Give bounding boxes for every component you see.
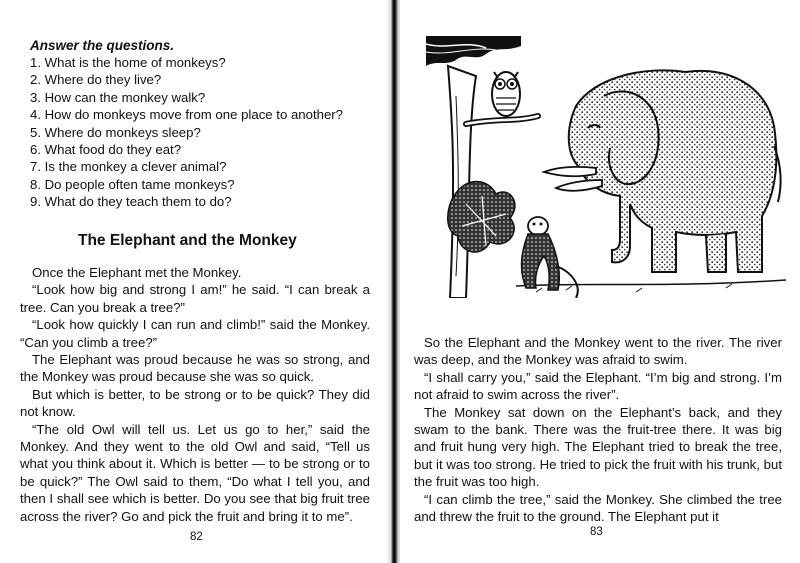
- question-item: 5. Where do monkeys sleep?: [30, 124, 201, 140]
- left-page: [0, 0, 388, 563]
- question-item: 7. Is the monkey a clever animal?: [30, 159, 227, 175]
- story-title: The Elephant and the Monkey: [78, 232, 297, 249]
- question-item: 2. Where do they live?: [30, 72, 162, 88]
- story-paragraph: Once the Elephant met the Monkey.: [32, 265, 242, 280]
- story-text-left: [20, 264, 370, 525]
- question-item: 8. Do people often tame monkeys?: [30, 176, 235, 192]
- question-item: 3. How can the monkey walk?: [30, 89, 206, 105]
- owl-icon: [492, 72, 520, 116]
- page-number: 82: [190, 531, 203, 543]
- questions-list: [30, 54, 343, 211]
- story-paragraph: The Monkey sat down on the Elephant’s back, and they swam to the bank. There was the fruit-tree there. It was big and fruit hung very high. The Elephant tried to break the tree, but it was too strong. He tried to pick the fruit with his trunk, but the fruit was too high.: [414, 404, 782, 490]
- monkey-icon: [522, 217, 578, 298]
- elephant-icon: [544, 70, 781, 272]
- story-paragraph: “Look how quickly I can run and climb!” said the Monkey. “Can you climb a tree?”: [20, 317, 370, 350]
- question-item: 4. How do monkeys move from one place to another?: [30, 107, 344, 123]
- question-item: 6. What food do they eat?: [30, 142, 182, 158]
- story-paragraph: “The old Owl will tell us. Let us go to her,” said the Monkey. And they went to the old Owl and said, “Tell us what you think about it. Which is better — to be strong or to be quick?” The Owl said to them, “Do what I tell you, and then I shall see which is better. Do you see that big fruit tree across the river? Go and pick the fruit and bring it to me”.: [20, 421, 370, 524]
- elephant-monkey-owl-illustration: [426, 36, 786, 298]
- story-paragraph: But which is better, to be strong or to be quick? They did not know.: [20, 386, 370, 420]
- story-paragraph: “I shall carry you,” said the Elephant. “I’m big and strong. I’m not afraid to swim across the river”.: [414, 369, 782, 403]
- story-paragraph: So the Elephant and the Monkey went to the river. The river was deep, and the Monkey was afraid to swim.: [414, 335, 782, 368]
- question-item: 9. What do they teach them to do?: [30, 194, 232, 210]
- story-paragraph: “Look how big and strong I am!” he said. “I can break a tree. Can you break a tree?”: [20, 282, 370, 315]
- story-text-right: [414, 334, 782, 525]
- question-item: 1. What is the home of monkeys?: [30, 55, 226, 70]
- story-paragraph: The Elephant was proud because he was so strong, and the Monkey was proud because she was so quick.: [20, 352, 370, 385]
- questions-title: Answer the questions.: [30, 38, 175, 53]
- page-number: 83: [590, 526, 603, 538]
- story-paragraph: “I can climb the tree,” said the Monkey. She climbed the tree and threw the fruit to the ground. The Elephant put it: [414, 491, 782, 525]
- right-page: [400, 0, 800, 563]
